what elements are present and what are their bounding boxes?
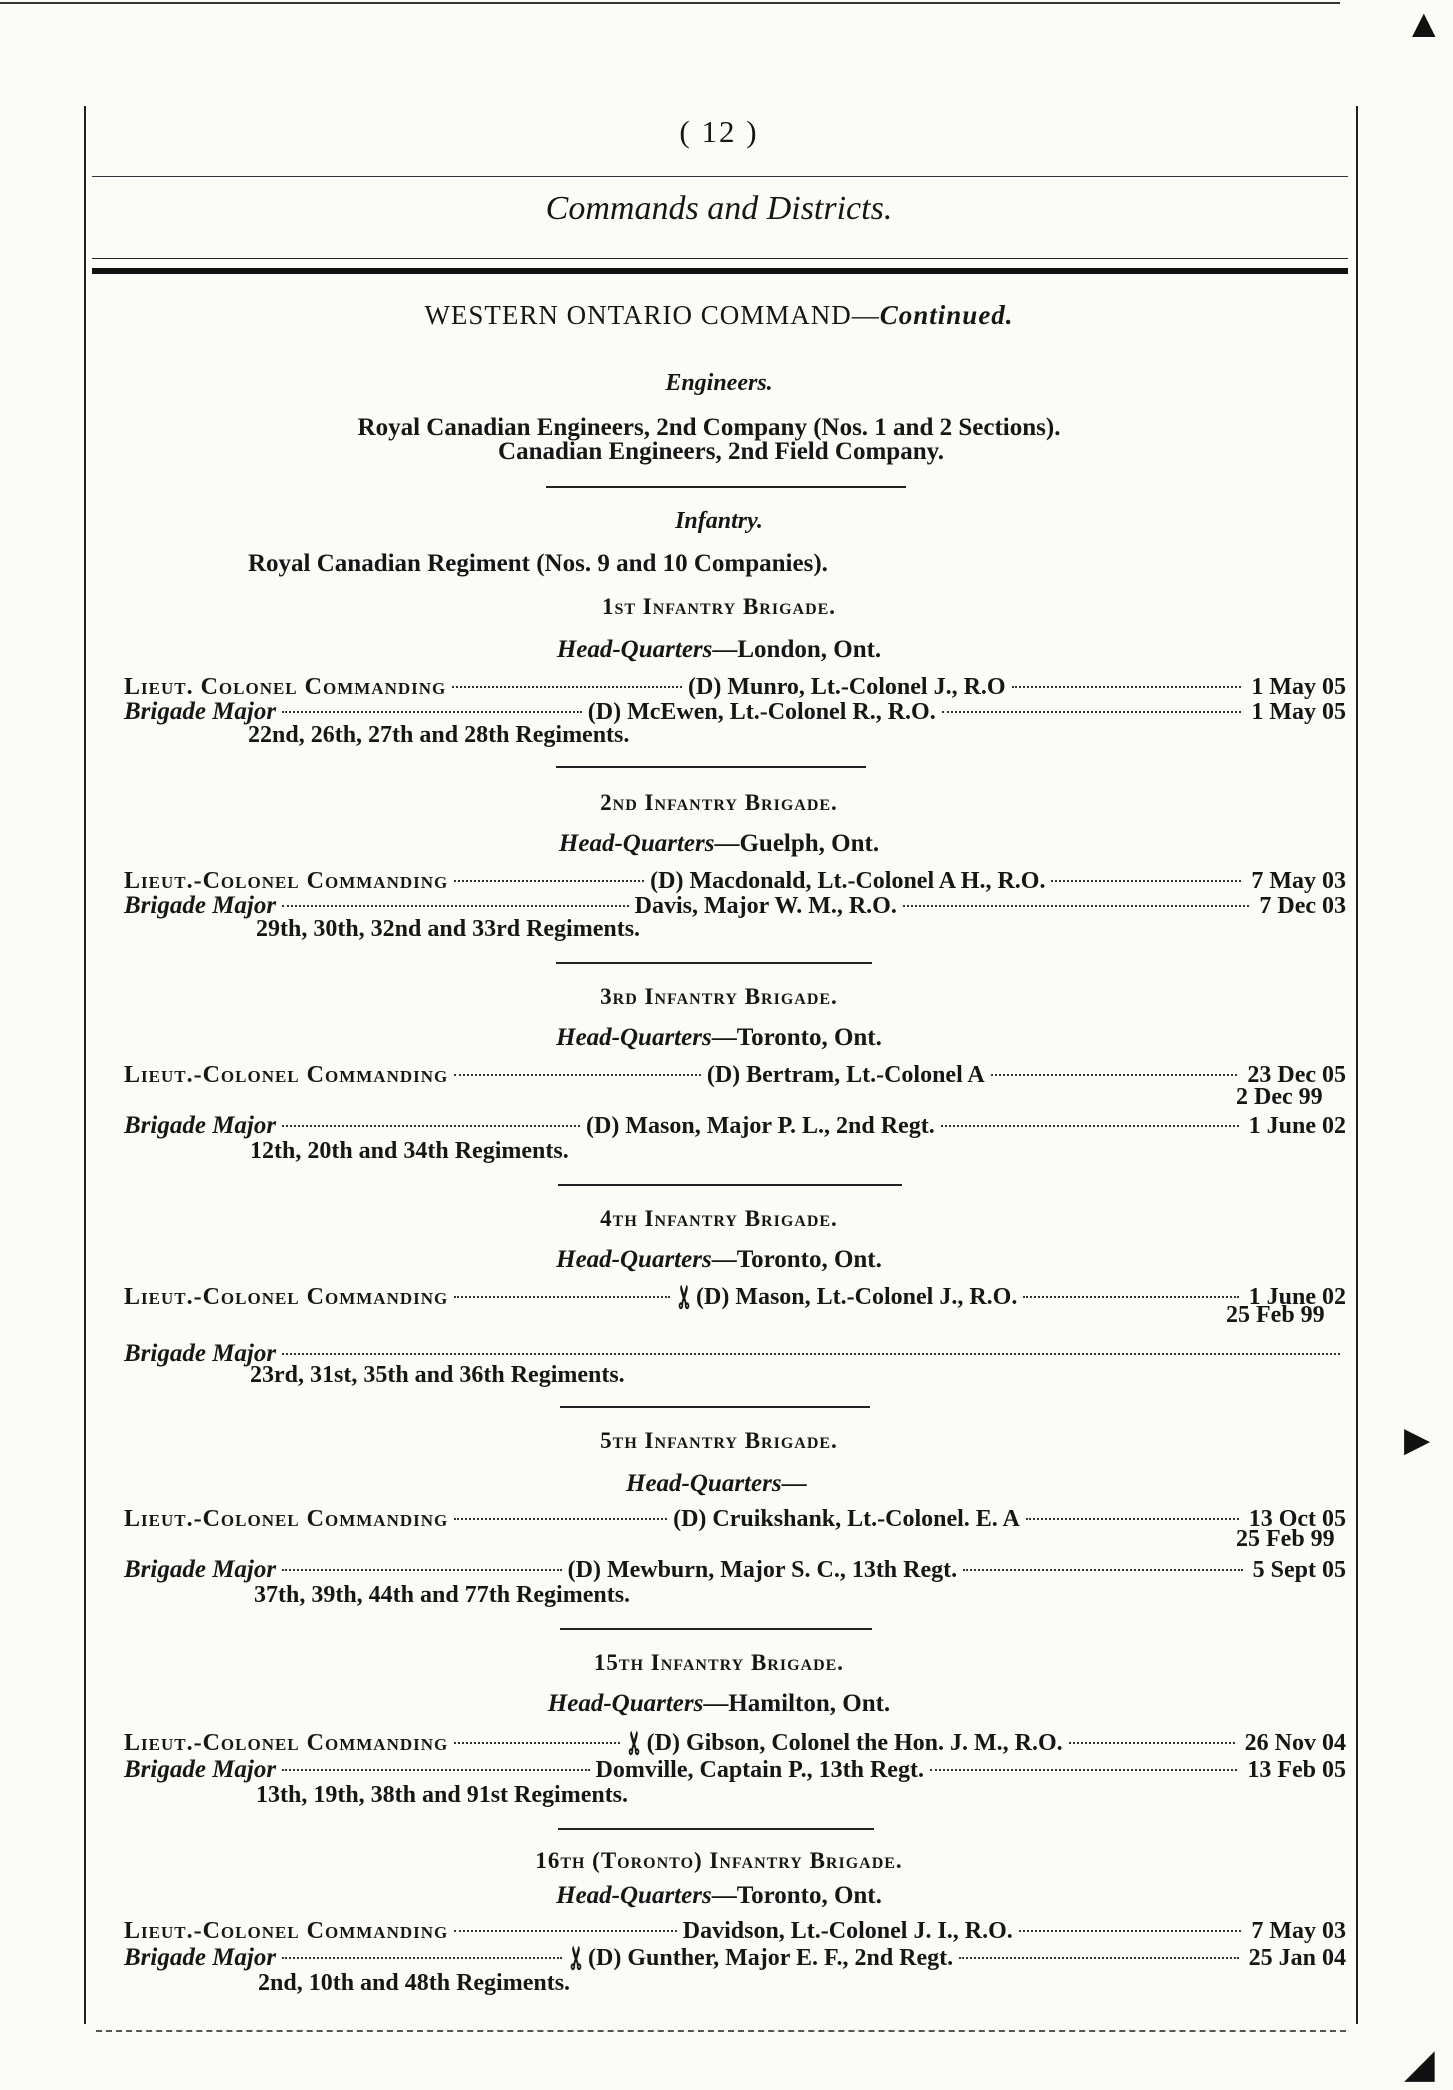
brigade-4-hq bbox=[84, 1246, 1354, 1274]
section-divider bbox=[560, 1406, 870, 1408]
bm-role: Brigade Major bbox=[124, 1944, 277, 1971]
section-divider bbox=[556, 766, 866, 768]
leader-dots bbox=[454, 1296, 669, 1298]
lc-role: Lieut.-Colonel Commanding bbox=[124, 1284, 449, 1310]
leader-dots bbox=[454, 1930, 677, 1932]
lc-name: (D) Munro, Lt.-Colonel J., R.O bbox=[688, 674, 1006, 700]
title-rule-thick bbox=[92, 268, 1348, 274]
brigade-15-bm-row bbox=[124, 1756, 1346, 1784]
lc-date: 7 May 03 bbox=[1251, 1918, 1346, 1944]
hq-label: Head-Quarters bbox=[556, 1024, 712, 1051]
command-continued: Continued. bbox=[879, 300, 1014, 330]
scissors-icon: ✂ bbox=[671, 1284, 697, 1310]
page-edge-line bbox=[0, 2, 1340, 4]
bm-date: 25 Jan 04 bbox=[1248, 1945, 1346, 1971]
hq-place: —Hamilton, Ont. bbox=[703, 1690, 891, 1717]
hq-label: Head-Quarters bbox=[547, 1690, 704, 1717]
brigade-1-regiments: 22nd, 26th, 27th and 28th Regiments. bbox=[248, 722, 630, 748]
engineers-line-1: Royal Canadian Engineers, 2nd Company (Nos. 1 and 2 Sections). bbox=[357, 414, 1061, 441]
bm-role: Brigade Major bbox=[124, 698, 277, 725]
lc-date: 26 Nov 04 bbox=[1244, 1730, 1346, 1756]
bm-date: 13 Feb 05 bbox=[1247, 1757, 1347, 1783]
brigade-15-regiments: 13th, 19th, 38th and 91st Regiments. bbox=[256, 1782, 629, 1808]
leader-dots bbox=[454, 1518, 667, 1520]
infantry-heading: Infantry. bbox=[675, 508, 763, 534]
lc-name: Davidson, Lt.-Colonel J. I., R.O. bbox=[682, 1918, 1013, 1944]
bm-date: 7 Dec 03 bbox=[1259, 893, 1346, 919]
section-divider bbox=[546, 486, 906, 488]
bm-role: Brigade Major bbox=[124, 892, 277, 919]
brigade-3-title: 3rd Infantry Brigade. bbox=[600, 984, 838, 1009]
hq-place: —London, Ont. bbox=[712, 636, 882, 663]
bm-date: 1 May 05 bbox=[1251, 699, 1346, 725]
leader-dots bbox=[452, 686, 682, 688]
brigade-4-title: 4th Infantry Brigade. bbox=[600, 1206, 838, 1231]
brigade-16-regiments: 2nd, 10th and 48th Regiments. bbox=[258, 1970, 571, 1996]
leader-dots bbox=[941, 1125, 1239, 1127]
brigade-1-hq bbox=[84, 636, 1354, 664]
command-heading-text: WESTERN ONTARIO COMMAND— bbox=[424, 300, 880, 330]
hq-place: —Guelph, Ont. bbox=[714, 830, 880, 857]
brigade-16-hq bbox=[84, 1882, 1354, 1910]
bm-name: Domville, Captain P., 13th Regt. bbox=[595, 1757, 924, 1783]
leader-dots bbox=[454, 1074, 701, 1076]
bm-name: Davis, Major W. M., R.O. bbox=[634, 893, 897, 919]
brigade-15-title: 15th Infantry Brigade. bbox=[593, 1650, 845, 1675]
brigade-15-lc-row bbox=[124, 1730, 1346, 1757]
lc-role: Lieut.-Colonel Commanding bbox=[124, 868, 449, 894]
command-heading bbox=[84, 300, 1354, 331]
brigade-2-lc-row bbox=[124, 868, 1346, 895]
brigade-4-lc-date-2: 25 Feb 99 bbox=[1226, 1302, 1325, 1328]
frame-bottom-rule bbox=[96, 2030, 1346, 2032]
leader-dots bbox=[282, 905, 629, 907]
bm-date: 5 Sept 05 bbox=[1252, 1557, 1346, 1583]
brigade-16-bm-row bbox=[124, 1944, 1346, 1972]
section-divider bbox=[558, 1184, 902, 1186]
leader-dots bbox=[1023, 1296, 1238, 1298]
brigade-5-regiments: 37th, 39th, 44th and 77th Regiments. bbox=[254, 1582, 631, 1608]
section-divider bbox=[560, 1628, 872, 1630]
brigade-3-lc-date-2: 2 Dec 99 bbox=[1236, 1084, 1323, 1110]
brigade-2-title: 2nd Infantry Brigade. bbox=[600, 790, 838, 815]
bm-role: Brigade Major bbox=[124, 1340, 277, 1367]
lc-name: (D) Bertram, Lt.-Colonel A bbox=[706, 1062, 985, 1088]
leader-dots bbox=[454, 880, 644, 882]
bm-role: Brigade Major bbox=[124, 1756, 277, 1783]
leader-dots bbox=[963, 1569, 1243, 1571]
leader-dots bbox=[1019, 1930, 1242, 1932]
lc-name: (D) Mason, Lt.-Colonel J., R.O. bbox=[696, 1284, 1018, 1310]
bm-role: Brigade Major bbox=[124, 1112, 277, 1139]
brigade-3-lc-row bbox=[124, 1062, 1346, 1089]
page-title: Commands and Districts. bbox=[545, 190, 893, 227]
leader-dots bbox=[282, 1125, 580, 1127]
lc-name: (D) Macdonald, Lt.-Colonel A H., R.O. bbox=[650, 868, 1046, 894]
margin-arrow-icon: ▲ bbox=[1404, 1, 1444, 46]
lc-date: 1 June 02 bbox=[1248, 1284, 1347, 1310]
leader-dots bbox=[1069, 1742, 1235, 1744]
bm-name: (D) Mason, Major P. L., 2nd Regt. bbox=[586, 1113, 935, 1139]
lc-role: Lieut.-Colonel Commanding bbox=[124, 1730, 449, 1756]
infantry-line-1: Royal Canadian Regiment (Nos. 9 and 10 Companies). bbox=[248, 550, 828, 577]
lc-date: 13 Oct 05 bbox=[1248, 1506, 1346, 1532]
leader-dots bbox=[1012, 686, 1242, 688]
lc-role: Lieut. Colonel Commanding bbox=[124, 674, 447, 700]
lc-name: (D) Cruikshank, Lt.-Colonel. E. A bbox=[673, 1506, 1020, 1532]
lc-name: (D) Gibson, Colonel the Hon. J. M., R.O. bbox=[646, 1730, 1063, 1756]
leader-dots bbox=[903, 905, 1250, 907]
leader-dots bbox=[282, 711, 582, 713]
section-divider bbox=[556, 962, 872, 964]
hq-place: —Toronto, Ont. bbox=[711, 1246, 882, 1273]
lc-role: Lieut.-Colonel Commanding bbox=[124, 1918, 449, 1944]
brigade-3-hq bbox=[84, 1024, 1354, 1052]
leader-dots bbox=[930, 1769, 1237, 1771]
leader-dots bbox=[282, 1569, 562, 1571]
hq-place: —Toronto, Ont. bbox=[711, 1024, 882, 1051]
leader-dots bbox=[282, 1957, 561, 1959]
margin-arrow-icon: ◢ bbox=[1404, 2041, 1435, 2086]
header-rule bbox=[92, 176, 1348, 177]
engineers-heading: Engineers. bbox=[665, 370, 773, 396]
hq-label: Head-Quarters bbox=[556, 1882, 712, 1909]
hq-label: Head-Quarters bbox=[556, 636, 713, 663]
brigade-16-title: 16th (Toronto) Infantry Brigade. bbox=[535, 1848, 903, 1873]
lc-date: 1 May 05 bbox=[1251, 674, 1347, 700]
hq-label: Head-Quarters bbox=[558, 830, 715, 857]
brigade-1-lc-row bbox=[124, 674, 1346, 701]
brigade-5-bm-row bbox=[124, 1556, 1346, 1584]
brigade-5-hq bbox=[626, 1470, 807, 1498]
title-rule-thin bbox=[92, 258, 1348, 259]
brigade-4-regiments: 23rd, 31st, 35th and 36th Regiments. bbox=[250, 1362, 625, 1388]
lc-date: 7 May 03 bbox=[1251, 868, 1347, 894]
bm-name: (D) Gunther, Major E. F., 2nd Regt. bbox=[588, 1945, 954, 1971]
scissors-icon: ✂ bbox=[622, 1730, 648, 1756]
brigade-15-hq bbox=[84, 1690, 1354, 1718]
brigade-2-hq bbox=[84, 830, 1354, 858]
bm-name: (D) Mewburn, Major S. C., 13th Regt. bbox=[567, 1557, 958, 1583]
leader-dots bbox=[1026, 1518, 1239, 1520]
leader-dots bbox=[1051, 880, 1241, 882]
leader-dots bbox=[942, 711, 1242, 713]
engineers-line-2: Canadian Engineers, 2nd Field Company. bbox=[498, 438, 944, 465]
lc-role: Lieut.-Colonel Commanding bbox=[124, 1506, 449, 1532]
section-divider bbox=[558, 1828, 874, 1830]
bm-date: 1 June 02 bbox=[1248, 1113, 1346, 1139]
lc-date: 23 Dec 05 bbox=[1247, 1062, 1346, 1088]
brigade-1-title: 1st Infantry Brigade. bbox=[601, 594, 837, 619]
lc-role: Lieut.-Colonel Commanding bbox=[124, 1062, 449, 1088]
brigade-4-lc-row bbox=[124, 1284, 1346, 1311]
leader-dots bbox=[454, 1742, 620, 1744]
brigade-3-regiments: 12th, 20th and 34th Regiments. bbox=[250, 1138, 569, 1164]
brigade-5-title: 5th Infantry Brigade. bbox=[600, 1428, 838, 1453]
hq-place: — bbox=[781, 1470, 807, 1497]
brigade-16-lc-row bbox=[124, 1918, 1346, 1945]
hq-label: Head-Quarters bbox=[626, 1470, 782, 1497]
margin-arrow-icon: ▶ bbox=[1404, 1422, 1431, 1459]
page-number: ( 12 ) bbox=[679, 114, 759, 149]
leader-dots bbox=[282, 1769, 589, 1771]
brigade-3-bm-row bbox=[124, 1112, 1346, 1140]
scissors-icon: ✂ bbox=[563, 1945, 589, 1971]
leader-dots bbox=[282, 1353, 1340, 1355]
hq-place: —Toronto, Ont. bbox=[711, 1882, 882, 1909]
brigade-2-regiments: 29th, 30th, 32nd and 33rd Regiments. bbox=[256, 916, 641, 942]
brigade-5-lc-date-2: 25 Feb 99 bbox=[1236, 1526, 1335, 1552]
leader-dots bbox=[959, 1957, 1238, 1959]
brigade-5-lc-row bbox=[124, 1506, 1346, 1533]
leader-dots bbox=[991, 1074, 1238, 1076]
bm-name: (D) McEwen, Lt.-Colonel R., R.O. bbox=[587, 699, 936, 725]
bm-role: Brigade Major bbox=[124, 1556, 277, 1583]
hq-label: Head-Quarters bbox=[556, 1246, 712, 1273]
